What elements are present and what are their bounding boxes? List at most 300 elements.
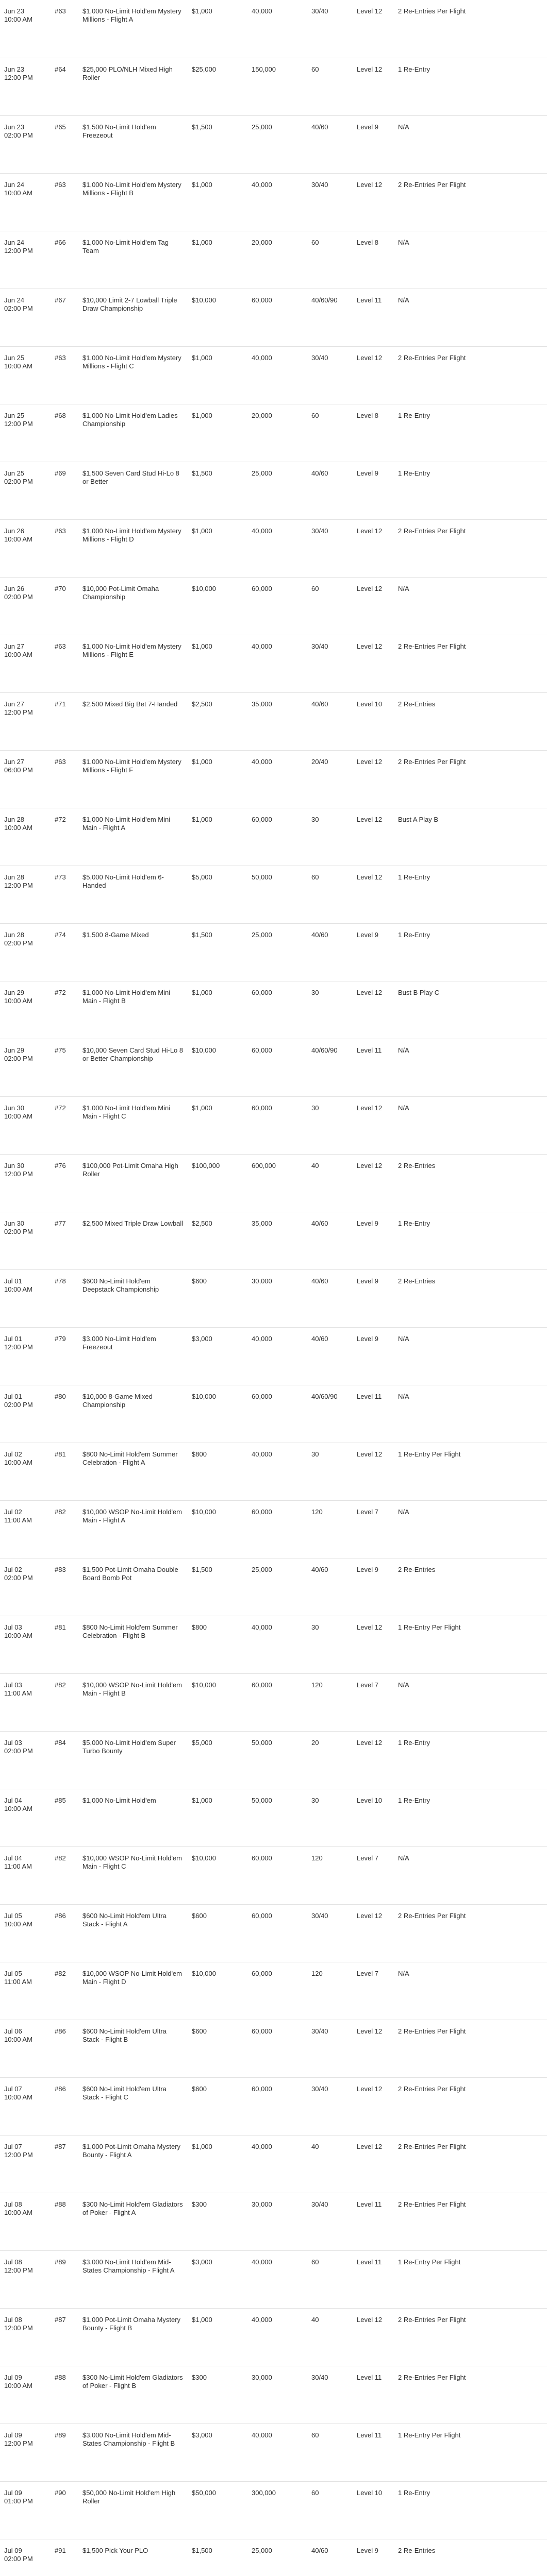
- event-reentry: N/A: [394, 1962, 547, 2020]
- event-name: $300 No-Limit Hold'em Gladiators of Poker - Flight A: [78, 2193, 188, 2250]
- event-buyin: $600: [188, 1269, 247, 1327]
- event-blinds: 40/60: [307, 923, 353, 981]
- event-date: Jun 28: [4, 873, 25, 881]
- event-late-reg-level: Level 7: [353, 1962, 394, 2020]
- table-row[interactable]: [0, 1789, 547, 1846]
- table-row[interactable]: [0, 1673, 547, 1731]
- event-time: 12:00 PM: [4, 2439, 33, 2447]
- event-starting-stack: 60,000: [247, 1673, 307, 1731]
- event-number: #73: [51, 866, 78, 923]
- event-buyin: $25,000: [188, 58, 247, 115]
- event-number: #63: [51, 635, 78, 692]
- event-buyin: $1,000: [188, 750, 247, 808]
- event-late-reg-level: Level 9: [353, 115, 394, 173]
- event-date-time: [0, 2424, 51, 2481]
- event-date: Jun 27: [4, 642, 25, 650]
- event-number: #82: [51, 1673, 78, 1731]
- event-date-time: [0, 1327, 51, 1385]
- event-date: Jun 23: [4, 65, 25, 73]
- event-starting-stack: 60,000: [247, 2077, 307, 2135]
- event-blinds: 60: [307, 577, 353, 635]
- event-late-reg-level: Level 12: [353, 866, 394, 923]
- event-late-reg-level: Level 11: [353, 2193, 394, 2250]
- event-late-reg-level: Level 11: [353, 2366, 394, 2424]
- table-row[interactable]: [0, 2308, 547, 2366]
- event-late-reg-level: Level 12: [353, 2135, 394, 2193]
- event-starting-stack: 40,000: [247, 0, 307, 58]
- event-date: Jul 05: [4, 1969, 22, 1977]
- event-reentry: 1 Re-Entry: [394, 1731, 547, 1789]
- table-row[interactable]: [0, 173, 547, 231]
- event-blinds: 40/60: [307, 692, 353, 750]
- event-date: Jul 08: [4, 2200, 22, 2208]
- table-row[interactable]: [0, 1616, 547, 1673]
- event-number: #90: [51, 2481, 78, 2539]
- event-number: #79: [51, 1327, 78, 1385]
- event-blinds: 20: [307, 1731, 353, 1789]
- table-row[interactable]: [0, 1443, 547, 1500]
- event-buyin: $1,500: [188, 115, 247, 173]
- event-buyin: $2,500: [188, 1212, 247, 1269]
- event-starting-stack: 40,000: [247, 2250, 307, 2308]
- event-late-reg-level: Level 12: [353, 2077, 394, 2135]
- event-name: $2,500 Mixed Big Bet 7-Handed: [78, 692, 188, 750]
- event-reentry: 1 Re-Entry: [394, 58, 547, 115]
- event-blinds: 40: [307, 1154, 353, 1212]
- event-date-time: [0, 346, 51, 404]
- event-name: $3,000 No-Limit Hold'em Freezeout: [78, 1327, 188, 1385]
- event-date-time: [0, 1558, 51, 1616]
- event-starting-stack: 60,000: [247, 1039, 307, 1096]
- event-number: #80: [51, 1385, 78, 1443]
- event-name: $10,000 Seven Card Stud Hi-Lo 8 or Better Championship: [78, 1039, 188, 1096]
- event-late-reg-level: Level 9: [353, 2539, 394, 2576]
- event-reentry: 1 Re-Entry Per Flight: [394, 2424, 547, 2481]
- event-blinds: 30: [307, 1096, 353, 1154]
- event-late-reg-level: Level 8: [353, 231, 394, 289]
- event-blinds: 40/60/90: [307, 289, 353, 346]
- table-row[interactable]: [0, 231, 547, 289]
- event-number: #83: [51, 1558, 78, 1616]
- event-reentry: 2 Re-Entries Per Flight: [394, 0, 547, 58]
- event-number: #89: [51, 2424, 78, 2481]
- event-reentry: 1 Re-Entry: [394, 462, 547, 519]
- event-number: #63: [51, 519, 78, 577]
- event-late-reg-level: Level 12: [353, 173, 394, 231]
- event-starting-stack: 50,000: [247, 866, 307, 923]
- table-row[interactable]: [0, 462, 547, 519]
- table-row[interactable]: [0, 2193, 547, 2250]
- event-number: #81: [51, 1443, 78, 1500]
- event-buyin: $800: [188, 1443, 247, 1500]
- event-reentry: N/A: [394, 115, 547, 173]
- event-date: Jun 24: [4, 296, 25, 304]
- event-date: Jun 29: [4, 988, 25, 996]
- event-number: #75: [51, 1039, 78, 1096]
- event-reentry: 2 Re-Entries: [394, 2539, 547, 2576]
- event-starting-stack: 25,000: [247, 2539, 307, 2576]
- event-date: Jul 06: [4, 2027, 22, 2035]
- event-late-reg-level: Level 12: [353, 577, 394, 635]
- event-starting-stack: 60,000: [247, 289, 307, 346]
- event-name: $1,000 No-Limit Hold'em Mystery Millions - Flight A: [78, 0, 188, 58]
- table-row[interactable]: [0, 577, 547, 635]
- event-time: 12:00 PM: [4, 246, 33, 255]
- event-number: #86: [51, 2020, 78, 2077]
- event-reentry: N/A: [394, 1846, 547, 1904]
- event-buyin: $10,000: [188, 1962, 247, 2020]
- event-late-reg-level: Level 10: [353, 692, 394, 750]
- event-starting-stack: 40,000: [247, 1327, 307, 1385]
- event-blinds: 20/40: [307, 750, 353, 808]
- event-starting-stack: 40,000: [247, 750, 307, 808]
- event-number: #86: [51, 2077, 78, 2135]
- event-name: $1,000 Pot-Limit Omaha Mystery Bounty - Flight B: [78, 2308, 188, 2366]
- event-time: 10:00 AM: [4, 2093, 32, 2101]
- table-row[interactable]: [0, 808, 547, 866]
- table-row[interactable]: [0, 289, 547, 346]
- event-starting-stack: 600,000: [247, 1154, 307, 1212]
- event-buyin: $1,000: [188, 981, 247, 1039]
- event-reentry: Bust A Play B: [394, 808, 547, 866]
- table-row[interactable]: [0, 2250, 547, 2308]
- event-late-reg-level: Level 7: [353, 1500, 394, 1558]
- event-reentry: 2 Re-Entries Per Flight: [394, 2077, 547, 2135]
- event-late-reg-level: Level 12: [353, 1904, 394, 1962]
- event-starting-stack: 60,000: [247, 2020, 307, 2077]
- event-time: 12:00 PM: [4, 881, 33, 889]
- event-name: $1,000 No-Limit Hold'em Mystery Millions - Flight C: [78, 346, 188, 404]
- event-name: $800 No-Limit Hold'em Summer Celebration - Flight A: [78, 1443, 188, 1500]
- event-reentry: 1 Re-Entry: [394, 1212, 547, 1269]
- event-starting-stack: 40,000: [247, 519, 307, 577]
- event-time: 02:00 PM: [4, 1573, 33, 1582]
- event-date: Jul 08: [4, 2315, 22, 2324]
- event-date: Jul 03: [4, 1681, 22, 1689]
- event-date: Jun 28: [4, 930, 25, 939]
- event-time: 02:00 PM: [4, 477, 33, 485]
- event-late-reg-level: Level 12: [353, 1096, 394, 1154]
- event-time: 10:00 AM: [4, 996, 32, 1005]
- event-date-time: [0, 115, 51, 173]
- event-reentry: 2 Re-Entries Per Flight: [394, 173, 547, 231]
- event-blinds: 40/60: [307, 1327, 353, 1385]
- event-blinds: 30/40: [307, 2366, 353, 2424]
- event-number: #64: [51, 58, 78, 115]
- event-reentry: 2 Re-Entries Per Flight: [394, 1904, 547, 1962]
- event-blinds: 40/60: [307, 1558, 353, 1616]
- table-row[interactable]: [0, 1096, 547, 1154]
- event-late-reg-level: Level 9: [353, 462, 394, 519]
- event-date: Jul 02: [4, 1565, 22, 1573]
- event-starting-stack: 40,000: [247, 1616, 307, 1673]
- table-row[interactable]: [0, 404, 547, 462]
- event-starting-stack: 20,000: [247, 404, 307, 462]
- event-time: 10:00 AM: [4, 2208, 32, 2216]
- event-buyin: $1,000: [188, 2135, 247, 2193]
- event-reentry: N/A: [394, 1500, 547, 1558]
- event-blinds: 60: [307, 404, 353, 462]
- event-reentry: 2 Re-Entries Per Flight: [394, 2020, 547, 2077]
- event-reentry: 2 Re-Entries Per Flight: [394, 2193, 547, 2250]
- event-blinds: 60: [307, 866, 353, 923]
- event-number: #63: [51, 750, 78, 808]
- event-blinds: 120: [307, 1500, 353, 1558]
- event-starting-stack: 25,000: [247, 462, 307, 519]
- table-row[interactable]: [0, 2020, 547, 2077]
- event-buyin: $3,000: [188, 2250, 247, 2308]
- table-row[interactable]: [0, 58, 547, 115]
- event-time: 11:00 AM: [4, 1689, 32, 1697]
- event-reentry: N/A: [394, 231, 547, 289]
- table-row[interactable]: [0, 635, 547, 692]
- event-reentry: 2 Re-Entries Per Flight: [394, 635, 547, 692]
- event-date: Jul 02: [4, 1507, 22, 1516]
- table-row[interactable]: [0, 981, 547, 1039]
- event-time: 10:00 AM: [4, 1920, 32, 1928]
- event-time: 02:00 PM: [4, 304, 33, 312]
- event-number: #72: [51, 808, 78, 866]
- event-late-reg-level: Level 9: [353, 1327, 394, 1385]
- event-name: $1,000 Pot-Limit Omaha Mystery Bounty - Flight A: [78, 2135, 188, 2193]
- event-name: $1,500 Pot-Limit Omaha Double Board Bomb Pot: [78, 1558, 188, 1616]
- table-row[interactable]: [0, 1904, 547, 1962]
- event-name: $1,000 No-Limit Hold'em Mystery Millions - Flight F: [78, 750, 188, 808]
- event-time: 10:00 AM: [4, 535, 32, 543]
- event-name: $1,000 No-Limit Hold'em Mini Main - Flight A: [78, 808, 188, 866]
- event-number: #70: [51, 577, 78, 635]
- event-buyin: $1,000: [188, 404, 247, 462]
- event-name: $10,000 WSOP No-Limit Hold'em Main - Flight C: [78, 1846, 188, 1904]
- event-date-time: [0, 231, 51, 289]
- event-starting-stack: 25,000: [247, 923, 307, 981]
- event-date-time: [0, 866, 51, 923]
- event-reentry: 1 Re-Entry Per Flight: [394, 1443, 547, 1500]
- event-date-time: [0, 462, 51, 519]
- event-time: 12:00 PM: [4, 2150, 33, 2159]
- event-date-time: [0, 1039, 51, 1096]
- table-row[interactable]: [0, 1962, 547, 2020]
- event-date: Jun 30: [4, 1104, 25, 1112]
- event-time: 12:00 PM: [4, 1343, 33, 1351]
- event-number: #63: [51, 173, 78, 231]
- event-time: 10:00 AM: [4, 189, 32, 197]
- table-row[interactable]: [0, 2539, 547, 2576]
- event-date: Jul 03: [4, 1738, 22, 1747]
- table-row[interactable]: [0, 1846, 547, 1904]
- event-time: 10:00 AM: [4, 1458, 32, 1466]
- event-number: #87: [51, 2308, 78, 2366]
- table-row[interactable]: [0, 1039, 547, 1096]
- event-name: $10,000 WSOP No-Limit Hold'em Main - Flight A: [78, 1500, 188, 1558]
- table-row[interactable]: [0, 519, 547, 577]
- event-date: Jul 01: [4, 1392, 22, 1400]
- table-row[interactable]: [0, 346, 547, 404]
- table-row[interactable]: [0, 923, 547, 981]
- event-date: Jun 24: [4, 180, 25, 189]
- table-row[interactable]: [0, 692, 547, 750]
- event-buyin: $1,000: [188, 1789, 247, 1846]
- table-row[interactable]: [0, 2077, 547, 2135]
- event-date: Jul 09: [4, 2488, 22, 2497]
- event-date-time: [0, 1385, 51, 1443]
- table-row[interactable]: [0, 1212, 547, 1269]
- table-row[interactable]: [0, 1731, 547, 1789]
- event-time: 01:00 PM: [4, 2497, 33, 2505]
- event-blinds: 30: [307, 1443, 353, 1500]
- event-reentry: Bust B Play C: [394, 981, 547, 1039]
- event-number: #77: [51, 1212, 78, 1269]
- table-row[interactable]: [0, 1385, 547, 1443]
- event-date: Jun 25: [4, 353, 25, 362]
- event-date: Jun 24: [4, 238, 25, 246]
- event-name: $5,000 No-Limit Hold'em Super Turbo Bounty: [78, 1731, 188, 1789]
- event-name: $1,000 No-Limit Hold'em Mini Main - Flight C: [78, 1096, 188, 1154]
- event-buyin: $3,000: [188, 1327, 247, 1385]
- table-row[interactable]: [0, 2135, 547, 2193]
- event-blinds: 30/40: [307, 635, 353, 692]
- event-late-reg-level: Level 12: [353, 750, 394, 808]
- event-starting-stack: 40,000: [247, 173, 307, 231]
- event-time: 12:00 PM: [4, 73, 33, 81]
- event-date: Jul 03: [4, 1623, 22, 1631]
- event-late-reg-level: Level 9: [353, 1558, 394, 1616]
- event-time: 10:00 AM: [4, 362, 32, 370]
- event-date-time: [0, 0, 51, 58]
- event-number: #66: [51, 231, 78, 289]
- event-buyin: $10,000: [188, 1385, 247, 1443]
- event-buyin: $1,500: [188, 1558, 247, 1616]
- event-late-reg-level: Level 7: [353, 1846, 394, 1904]
- event-date: Jul 01: [4, 1277, 22, 1285]
- event-reentry: 2 Re-Entries Per Flight: [394, 2366, 547, 2424]
- event-date-time: [0, 692, 51, 750]
- event-reentry: 2 Re-Entries Per Flight: [394, 519, 547, 577]
- event-blinds: 60: [307, 231, 353, 289]
- event-date-time: [0, 173, 51, 231]
- event-blinds: 40/60/90: [307, 1385, 353, 1443]
- event-starting-stack: 60,000: [247, 1904, 307, 1962]
- event-blinds: 30: [307, 981, 353, 1039]
- event-reentry: N/A: [394, 577, 547, 635]
- event-time: 10:00 AM: [4, 1285, 32, 1293]
- event-blinds: 30: [307, 808, 353, 866]
- event-late-reg-level: Level 12: [353, 1616, 394, 1673]
- event-number: #67: [51, 289, 78, 346]
- event-name: $10,000 Pot-Limit Omaha Championship: [78, 577, 188, 635]
- table-row[interactable]: [0, 2424, 547, 2481]
- event-buyin: $1,000: [188, 635, 247, 692]
- event-date: Jul 08: [4, 2258, 22, 2266]
- event-date: Jul 05: [4, 1911, 22, 1920]
- event-date: Jul 04: [4, 1854, 22, 1862]
- event-name: $1,500 8-Game Mixed: [78, 923, 188, 981]
- event-number: #71: [51, 692, 78, 750]
- event-late-reg-level: Level 12: [353, 635, 394, 692]
- table-row[interactable]: [0, 1269, 547, 1327]
- event-buyin: $600: [188, 2020, 247, 2077]
- event-late-reg-level: Level 9: [353, 923, 394, 981]
- event-name: $1,500 No-Limit Hold'em Freezeout: [78, 115, 188, 173]
- event-blinds: 40/60: [307, 115, 353, 173]
- event-buyin: $3,000: [188, 2424, 247, 2481]
- event-late-reg-level: Level 12: [353, 58, 394, 115]
- event-date: Jul 09: [4, 2431, 22, 2439]
- event-reentry: N/A: [394, 1096, 547, 1154]
- event-blinds: 60: [307, 2424, 353, 2481]
- event-date-time: [0, 1962, 51, 2020]
- event-starting-stack: 30,000: [247, 2366, 307, 2424]
- event-reentry: 2 Re-Entries: [394, 692, 547, 750]
- table-row[interactable]: [0, 1327, 547, 1385]
- event-blinds: 30: [307, 1789, 353, 1846]
- event-name: $5,000 No-Limit Hold'em 6-Handed: [78, 866, 188, 923]
- event-buyin: $50,000: [188, 2481, 247, 2539]
- event-reentry: 2 Re-Entries Per Flight: [394, 2135, 547, 2193]
- event-time: 02:00 PM: [4, 1747, 33, 1755]
- event-reentry: N/A: [394, 1039, 547, 1096]
- event-number: #72: [51, 1096, 78, 1154]
- table-row[interactable]: [0, 750, 547, 808]
- event-date-time: [0, 2193, 51, 2250]
- event-blinds: 30/40: [307, 2077, 353, 2135]
- event-date: Jul 07: [4, 2084, 22, 2093]
- event-name: $1,500 Seven Card Stud Hi-Lo 8 or Better: [78, 462, 188, 519]
- table-row[interactable]: [0, 2366, 547, 2424]
- table-row[interactable]: [0, 1558, 547, 1616]
- event-starting-stack: 60,000: [247, 1096, 307, 1154]
- event-reentry: 2 Re-Entries Per Flight: [394, 346, 547, 404]
- table-row[interactable]: [0, 1500, 547, 1558]
- event-name: $2,500 Mixed Triple Draw Lowball: [78, 1212, 188, 1269]
- event-date: Jul 01: [4, 1334, 22, 1343]
- event-date: Jun 27: [4, 700, 25, 708]
- event-starting-stack: 60,000: [247, 1962, 307, 2020]
- event-late-reg-level: Level 10: [353, 2481, 394, 2539]
- event-number: #85: [51, 1789, 78, 1846]
- event-name: $800 No-Limit Hold'em Summer Celebration - Flight B: [78, 1616, 188, 1673]
- event-number: #72: [51, 981, 78, 1039]
- event-buyin: $1,000: [188, 519, 247, 577]
- table-row[interactable]: [0, 115, 547, 173]
- event-blinds: 30/40: [307, 0, 353, 58]
- table-row[interactable]: [0, 0, 547, 58]
- table-row[interactable]: [0, 866, 547, 923]
- event-name: $600 No-Limit Hold'em Ultra Stack - Flight B: [78, 2020, 188, 2077]
- event-blinds: 60: [307, 58, 353, 115]
- event-buyin: $1,000: [188, 1096, 247, 1154]
- event-buyin: $5,000: [188, 1731, 247, 1789]
- event-time: 02:00 PM: [4, 939, 33, 947]
- table-row[interactable]: [0, 1154, 547, 1212]
- event-blinds: 40/60/90: [307, 1039, 353, 1096]
- table-row[interactable]: [0, 2481, 547, 2539]
- event-date-time: [0, 923, 51, 981]
- event-late-reg-level: Level 7: [353, 1673, 394, 1731]
- event-time: 12:00 PM: [4, 708, 33, 716]
- event-starting-stack: 25,000: [247, 115, 307, 173]
- event-blinds: 40/60: [307, 1212, 353, 1269]
- event-time: 02:00 PM: [4, 2554, 33, 2563]
- event-starting-stack: 60,000: [247, 1500, 307, 1558]
- event-name: $600 No-Limit Hold'em Ultra Stack - Flight A: [78, 1904, 188, 1962]
- event-name: $10,000 WSOP No-Limit Hold'em Main - Flight D: [78, 1962, 188, 2020]
- event-name: $1,000 No-Limit Hold'em Mystery Millions - Flight E: [78, 635, 188, 692]
- event-blinds: 40/60: [307, 2539, 353, 2576]
- event-buyin: $1,500: [188, 923, 247, 981]
- event-late-reg-level: Level 12: [353, 2020, 394, 2077]
- event-blinds: 30/40: [307, 519, 353, 577]
